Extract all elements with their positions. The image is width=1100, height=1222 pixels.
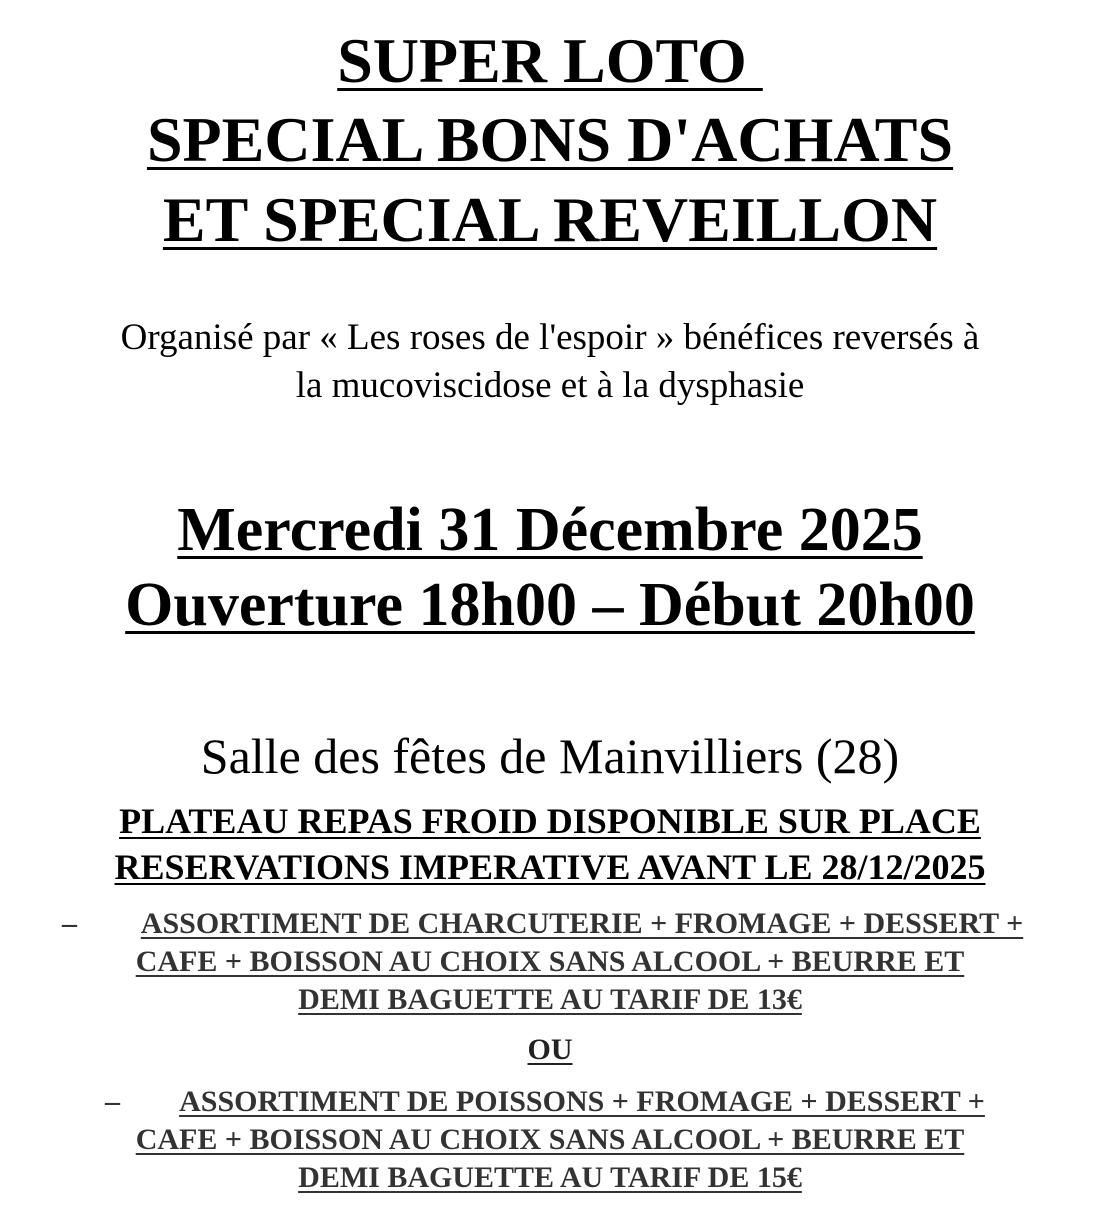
venue: Salle des fêtes de Mainvilliers (28): [200, 728, 900, 784]
separator-ou: OU: [527, 1033, 573, 1066]
option-1-line-3: DEMI BAGUETTE AU TARIF DE 13€: [298, 983, 802, 1016]
option-2-bullet: –: [105, 1085, 120, 1118]
option-1-line-2: CAFE + BOISSON AU CHOIX SANS ALCOOL + BEURRE ET: [135, 945, 965, 978]
option-2-line-1: ASSORTIMENT DE POISSONS + FROMAGE + DESSERT +: [179, 1085, 985, 1118]
option-1-line-1: ASSORTIMENT DE CHARCUTERIE + FROMAGE + DESSERT +: [140, 907, 1024, 940]
meal-line-2: RESERVATIONS IMPERATIVE AVANT LE 28/12/2025: [114, 847, 986, 887]
organizer-line-1: Organisé par « Les roses de l'espoir » bénéfices reversés à: [120, 317, 980, 358]
option-2-line-2: CAFE + BOISSON AU CHOIX SANS ALCOOL + BEURRE ET: [135, 1123, 965, 1156]
option-1-bullet: –: [62, 907, 77, 940]
option-2-line-3: DEMI BAGUETTE AU TARIF DE 15€: [298, 1161, 802, 1194]
title-line-1: SUPER LOTO: [337, 25, 763, 96]
organizer-line-2: la mucoviscidose et à la dysphasie: [295, 365, 805, 406]
title-line-2: SPECIAL BONS D'ACHATS: [146, 104, 954, 175]
event-date: Mercredi 31 Décembre 2025: [177, 496, 923, 564]
meal-line-1: PLATEAU REPAS FROID DISPONIBLE SUR PLACE: [119, 801, 981, 841]
event-hours: Ouverture 18h00 – Début 20h00: [125, 571, 975, 639]
title-line-3: ET SPECIAL REVEILLON: [162, 184, 938, 255]
